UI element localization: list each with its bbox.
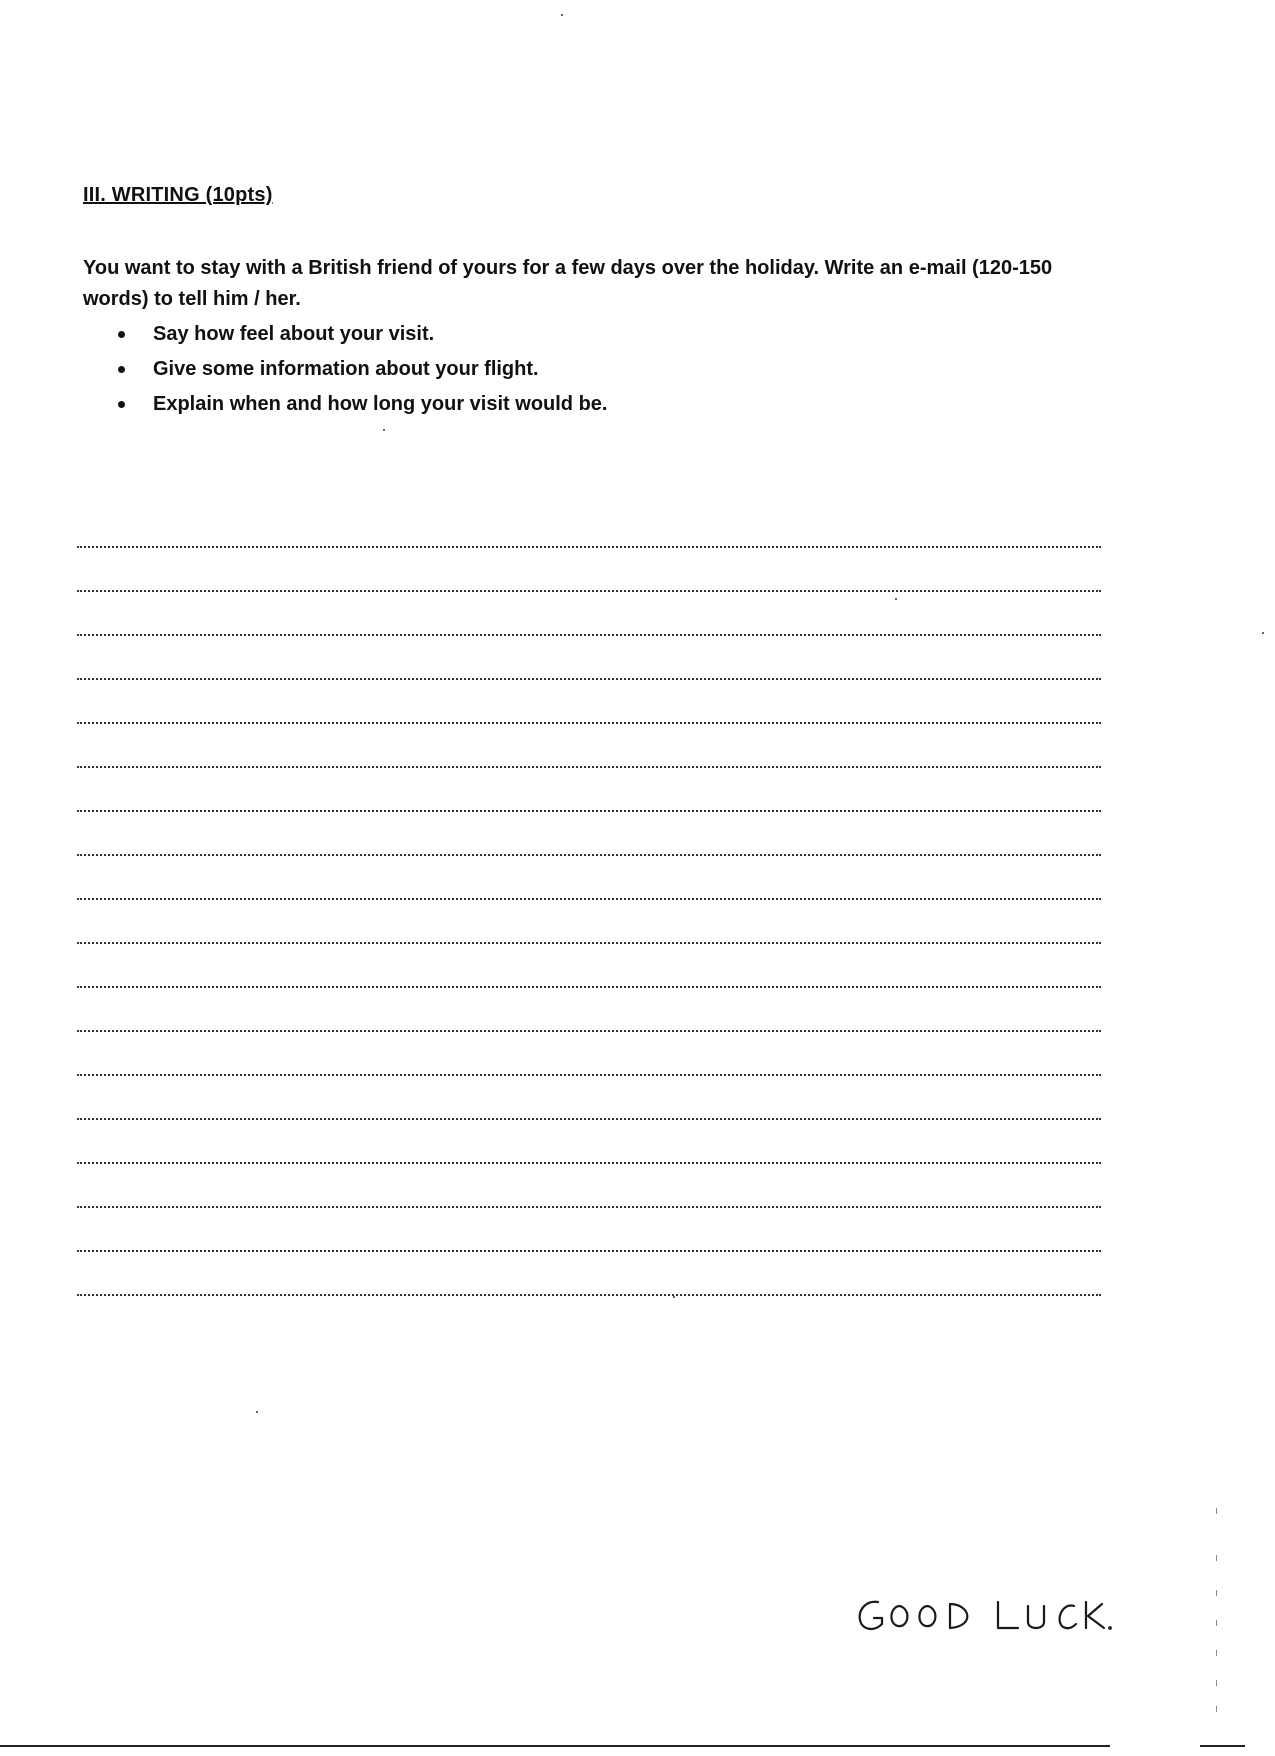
- section-heading: III. WRITING (10pts): [83, 184, 273, 206]
- answer-line[interactable]: [77, 1074, 1101, 1076]
- task-bullet-text: Give some information about your flight.: [153, 358, 539, 380]
- answer-line[interactable]: [77, 942, 1101, 944]
- answer-line[interactable]: [77, 634, 1101, 636]
- answer-line[interactable]: [77, 1250, 1101, 1252]
- page-bottom-rule: [0, 1745, 1110, 1747]
- answer-line[interactable]: [77, 678, 1101, 680]
- scan-margin-mark: [1216, 1680, 1217, 1686]
- good-luck-handwriting: [852, 1588, 1112, 1648]
- page-bottom-rule-end: [1200, 1745, 1245, 1747]
- answer-line[interactable]: [77, 1030, 1101, 1032]
- bullet-icon: [118, 331, 125, 338]
- answer-line[interactable]: [77, 1294, 1101, 1296]
- answer-line[interactable]: [77, 766, 1101, 768]
- scan-margin-mark: [1216, 1706, 1217, 1712]
- scan-margin-mark: [1216, 1508, 1217, 1514]
- answer-line[interactable]: [77, 810, 1101, 812]
- task-bullet-text: Say how feel about your visit.: [153, 323, 435, 345]
- bullet-icon: [118, 401, 125, 408]
- task-bullet-item: [118, 352, 607, 387]
- scan-margin-mark: [1216, 1590, 1217, 1596]
- answer-line[interactable]: [77, 898, 1101, 900]
- task-bullet-text: Explain when and how long your visit would be.: [153, 393, 608, 415]
- scan-margin-mark: [1216, 1620, 1217, 1626]
- scan-speck: [561, 14, 563, 16]
- scan-speck: [256, 1411, 258, 1413]
- scan-margin-mark: [1216, 1650, 1217, 1656]
- task-bullet-item: [118, 387, 607, 422]
- answer-line[interactable]: [77, 1162, 1101, 1164]
- answer-line[interactable]: [77, 722, 1101, 724]
- scan-speck: [673, 1296, 675, 1298]
- task-instructions: You want to stay with a British friend of yours for a few days over the holiday. Write an e-mail (120-150 words) to tell him / her.: [83, 257, 1053, 310]
- answer-line[interactable]: [77, 1118, 1101, 1120]
- scan-speck: [1262, 632, 1264, 634]
- scan-margin-mark: [1216, 1555, 1217, 1561]
- task-bullet-list: [118, 317, 607, 422]
- answer-line[interactable]: [77, 546, 1101, 548]
- scan-speck: [383, 429, 385, 431]
- answer-line[interactable]: [77, 854, 1101, 856]
- answer-line[interactable]: [77, 1206, 1101, 1208]
- bullet-icon: [118, 366, 125, 373]
- answer-line[interactable]: [77, 590, 1101, 592]
- scan-speck: [895, 598, 897, 600]
- answer-line[interactable]: [77, 986, 1101, 988]
- answer-writing-area[interactable]: [77, 546, 1101, 1338]
- task-bullet-item: [118, 317, 607, 352]
